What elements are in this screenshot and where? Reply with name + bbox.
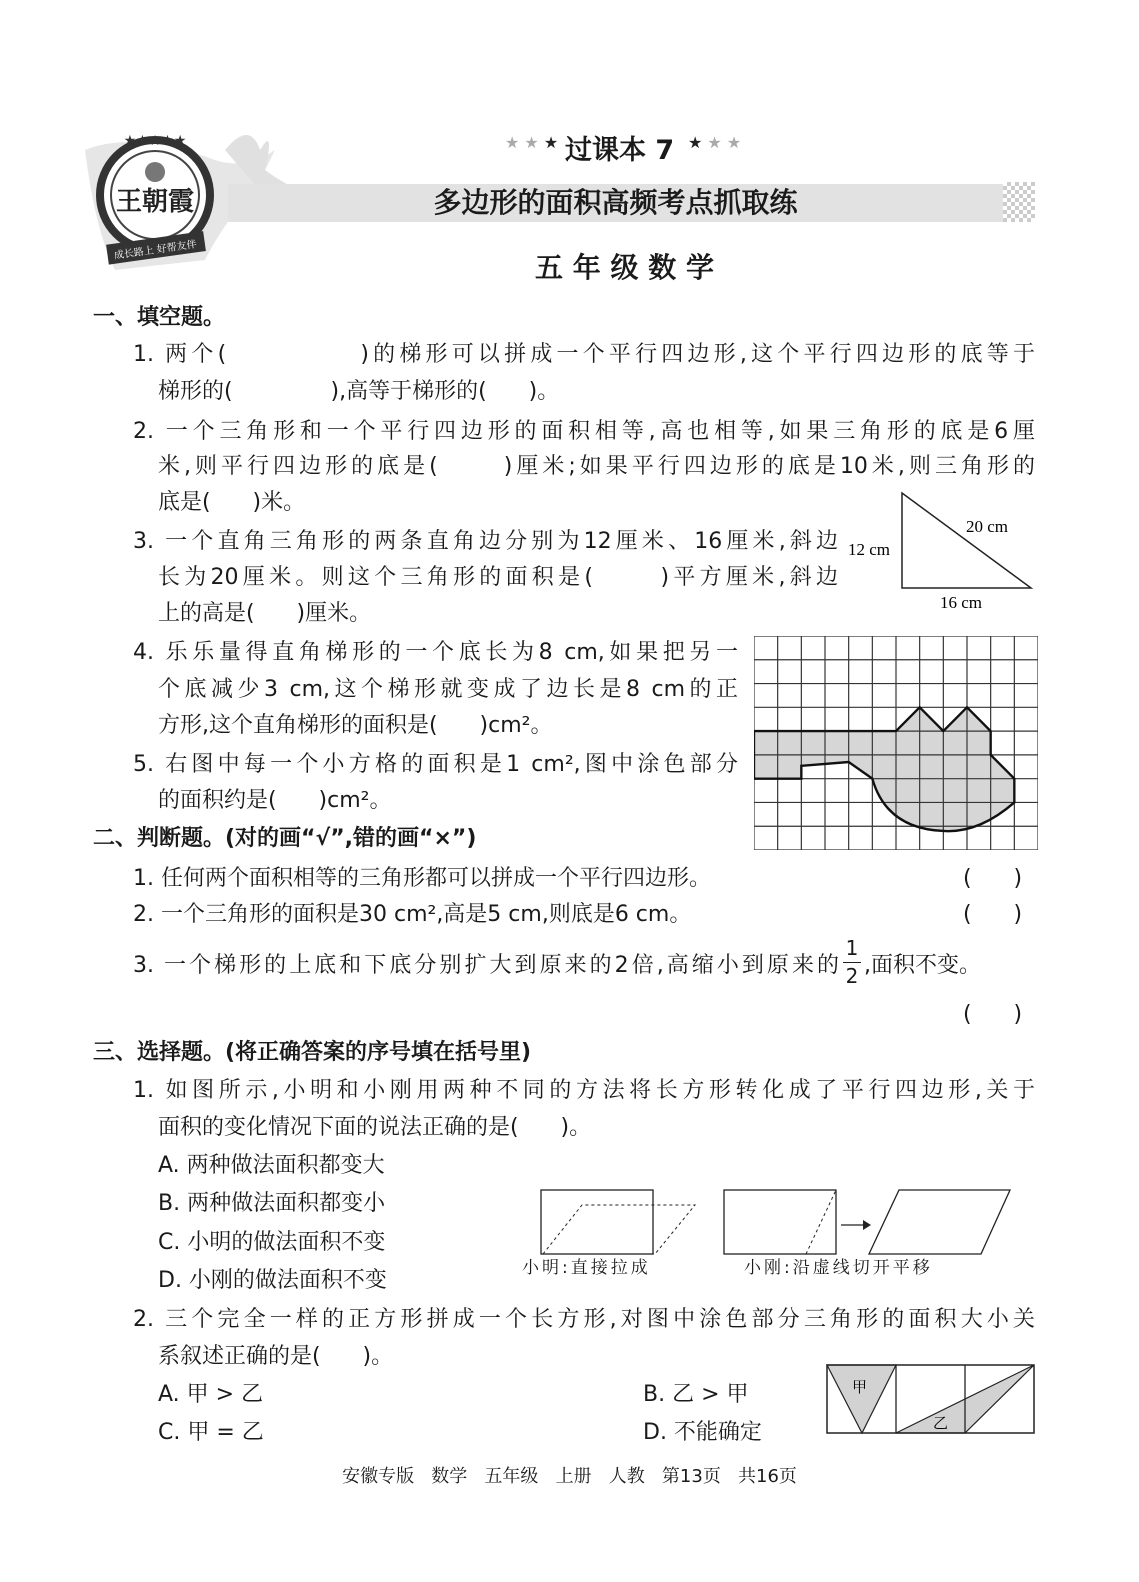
question-line: 面积的变化情况下面的说法正确的是( )。 xyxy=(158,1115,592,1140)
fraction-denominator: 2 xyxy=(845,964,859,988)
answer-paren[interactable]: ( ) xyxy=(963,902,1023,927)
question-line: 5. 右图中每一个小方格的面积是1 cm²,图中涂色部分 xyxy=(133,752,738,777)
star-icons-right: ★ ★ ★ xyxy=(688,133,742,152)
svg-text:16 cm: 16 cm xyxy=(940,593,983,612)
option-c: C. 小明的做法面积不变 xyxy=(158,1230,386,1255)
grid-shaded-figure xyxy=(754,636,1038,850)
question-line: 1. 两个( )的梯形可以拼成一个平行四边形,这个平行四边形的底等于 xyxy=(133,342,1035,367)
svg-text:成长路上 好帮友伴: 成长路上 好帮友伴 xyxy=(113,239,198,262)
svg-text:乙: 乙 xyxy=(933,1414,949,1432)
fraction-bar xyxy=(843,962,861,963)
question-line: 3. 一个直角三角形的两条直角边分别为12厘米、16厘米,斜边 xyxy=(133,529,838,554)
section3-heading: 三、选择题。(将正确答案的序号填在括号里) xyxy=(93,1040,532,1065)
section2-heading: 二、判断题。(对的画“√”,错的画“×”) xyxy=(93,826,477,851)
checker-decoration xyxy=(1003,182,1035,222)
option-d: D. 小刚的做法面积不变 xyxy=(158,1268,387,1293)
arrow-icon xyxy=(863,1220,871,1230)
section1-heading: 一、填空题。 xyxy=(93,305,226,330)
question-line: 4. 乐乐量得直角梯形的一个底长为8 cm,如果把另一 xyxy=(133,640,738,665)
svg-text:王朝霞: 王朝霞 xyxy=(115,187,195,217)
question-line: 的面积约是( )cm²。 xyxy=(158,788,392,813)
question-line: 2. 三个完全一样的正方形拼成一个长方形,对图中涂色部分三角形的面积大小关 xyxy=(133,1307,1035,1332)
question-line: 米,则平行四边形的底是( )厘米;如果平行四边形的底是10米,则三角形的 xyxy=(158,454,1035,479)
svg-text:★★★★★: ★★★★★ xyxy=(123,133,187,149)
three-squares-figure xyxy=(825,1364,1039,1436)
option-a: A. 甲 > 乙 xyxy=(158,1382,264,1407)
option-b: B. 乙 > 甲 xyxy=(643,1382,749,1407)
svg-text:12 cm: 12 cm xyxy=(848,540,891,559)
question-line: 方形,这个直角梯形的面积是( )cm²。 xyxy=(158,713,553,738)
answer-paren[interactable]: ( ) xyxy=(963,1002,1023,1027)
page-subtitle: 五 年 级 数 学 xyxy=(535,251,714,284)
question-line: 长为20厘米。则这个三角形的面积是( )平方厘米,斜边 xyxy=(158,565,838,590)
option-a: A. 两种做法面积都变大 xyxy=(158,1153,385,1178)
question-line: 上的高是( )厘米。 xyxy=(158,601,372,626)
judge-line-end: ,面积不变。 xyxy=(864,953,981,978)
option-d: D. 不能确定 xyxy=(643,1420,762,1445)
question-line: 个底减少3 cm,这个梯形就变成了边长是8 cm的正 xyxy=(158,677,738,702)
right-triangle-figure xyxy=(840,490,1040,615)
question-line: 梯形的( ),高等于梯形的( )。 xyxy=(158,379,560,404)
svg-text:甲: 甲 xyxy=(852,1378,868,1396)
judge-line: 1. 任何两个面积相等的三角形都可以拼成一个平行四边形。 xyxy=(133,866,711,891)
star-icons-left: ★ ★ ★ xyxy=(505,133,559,152)
figure-caption-xiaogang: 小刚:沿虚线切开平移 xyxy=(744,1258,933,1278)
series-label: 过课本 7 xyxy=(565,135,675,166)
svg-text:20 cm: 20 cm xyxy=(966,517,1009,536)
option-c: C. 甲 = 乙 xyxy=(158,1420,264,1445)
option-b: B. 两种做法面积都变小 xyxy=(158,1191,386,1216)
figure-caption-xiaoming: 小明:直接拉成 xyxy=(522,1258,651,1278)
question-line: 底是( )米。 xyxy=(158,490,306,515)
question-line: 1. 如图所示,小明和小刚用两种不同的方法将长方形转化成了平行四边形,关于 xyxy=(133,1078,1035,1103)
answer-paren[interactable]: ( ) xyxy=(963,866,1023,891)
question-line: 系叙述正确的是( )。 xyxy=(158,1344,394,1369)
page-footer: 安徽专版 数学 五年级 上册 人教 第13页 共16页 xyxy=(342,1466,797,1487)
page-title: 多边形的面积高频考点抓取练 xyxy=(433,186,798,219)
fraction-numerator: 1 xyxy=(845,936,859,960)
judge-line: 2. 一个三角形的面积是30 cm²,高是5 cm,则底是6 cm。 xyxy=(133,902,692,927)
question-line: 2. 一个三角形和一个平行四边形的面积相等,高也相等,如果三角形的底是6厘 xyxy=(133,419,1035,444)
judge-line: 3. 一个梯形的上底和下底分别扩大到原来的2倍,高缩小到原来的 xyxy=(133,953,839,978)
